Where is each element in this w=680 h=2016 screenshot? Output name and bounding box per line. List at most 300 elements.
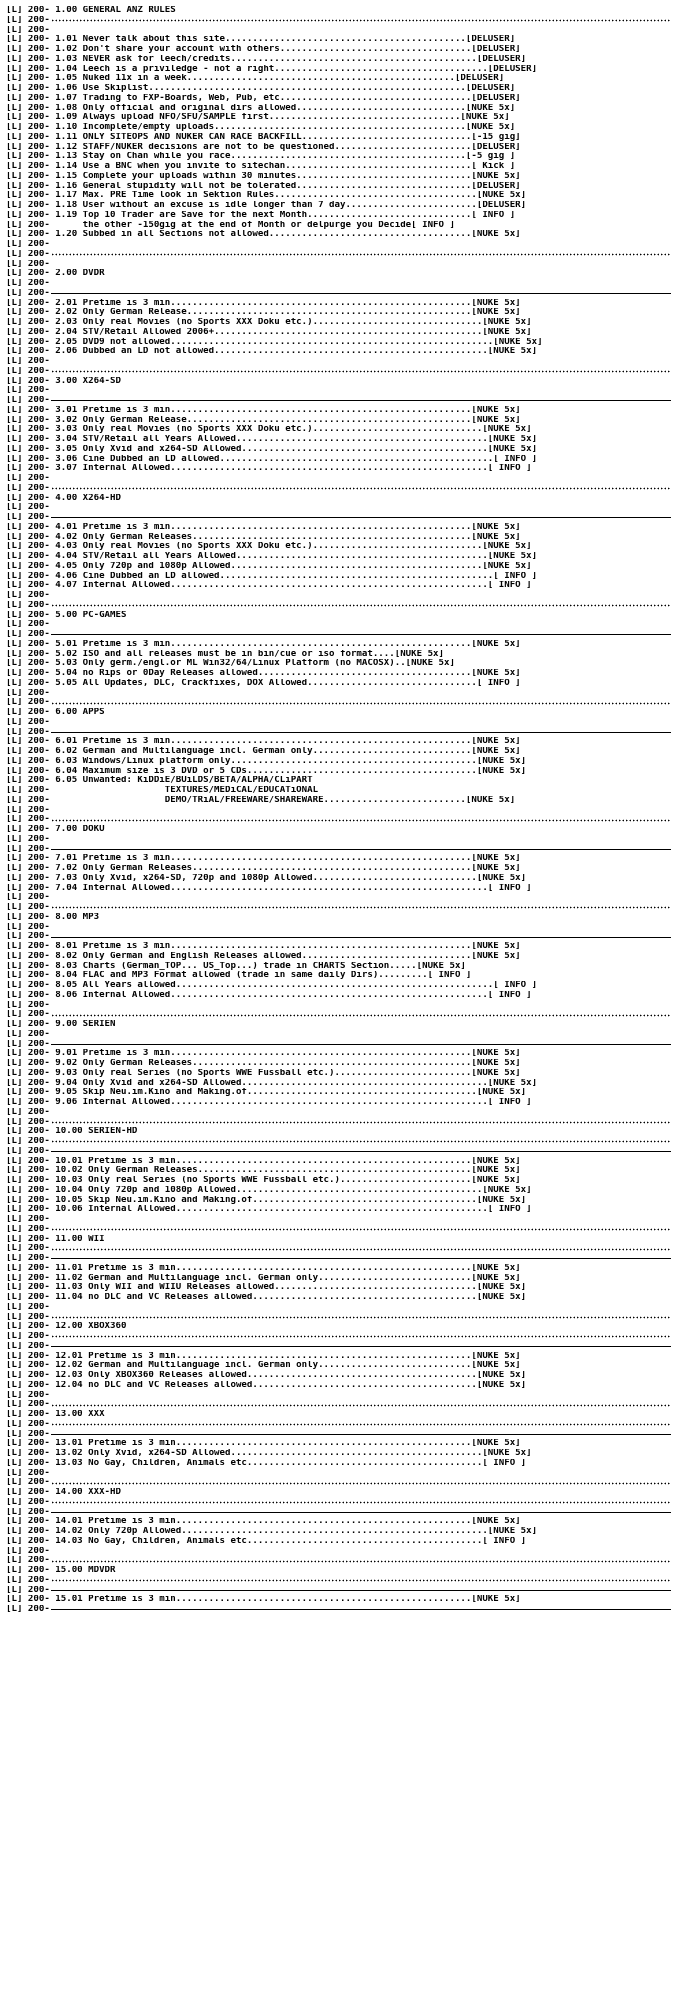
line-text: 8.02 Only German and English Releases allowed...............................[NUKE 5x]: [49, 951, 521, 961]
line-prefix: [L] 200-: [6, 396, 50, 405]
line-prefix: [L] 200-: [6, 240, 50, 249]
log-line: [6, 1274, 676, 1284]
log-line: [6, 1439, 676, 1449]
line-text: the other -150gig at the end of Month or delpurge you Decide[ INFO ]: [49, 220, 455, 230]
line-prefix: [L] 200-: [6, 659, 50, 669]
separator-log-line: [6, 1147, 676, 1157]
line-prefix: [L] 200-: [6, 259, 50, 269]
log-line: [6, 347, 676, 357]
line-prefix: [L] 200-: [6, 1137, 50, 1146]
blank-log-line: [6, 1001, 676, 1011]
blank-log-line: [6, 1469, 676, 1479]
line-prefix: [L] 200-: [6, 181, 50, 191]
line-prefix: [L] 200-: [6, 1605, 50, 1614]
log-line: [6, 269, 676, 279]
line-prefix: [L] 200-: [6, 1068, 50, 1078]
log-line: [6, 1293, 676, 1303]
line-prefix: [L] 200-: [6, 84, 50, 93]
line-text: 10.03 Only real Series (no Sports WWE Fussball etc.)........................[NUKE 5x]: [49, 1176, 521, 1185]
line-prefix: [L] 200-: [6, 201, 50, 210]
line-prefix: [L] 200-: [6, 444, 50, 454]
blank-log-line: [6, 26, 676, 36]
line-prefix: [L] 200-: [6, 854, 50, 864]
line-prefix: [L] 200-: [6, 1039, 50, 1049]
log-line: [6, 884, 676, 894]
separator-log-line: [6, 1605, 676, 1615]
line-prefix: [L] 200-: [6, 6, 50, 15]
line-text: 15.01 Pretime is 3 min......................................................[NUKE 5x]: [49, 1595, 521, 1605]
line-text: 2.06 Dubbed an LD not allowed..................................................[NUKE 5x]: [49, 347, 538, 357]
line-prefix: [L] 200-: [6, 1000, 50, 1010]
line-prefix: [L] 200-: [6, 54, 50, 64]
line-prefix: [L] 200-: [6, 1224, 50, 1234]
log-line: [6, 971, 676, 981]
log-line: [6, 659, 676, 669]
blank-log-line: [6, 620, 676, 630]
line-text: 1.08 Only official and original dirs allowed...............................[NUKE 5x]: [49, 103, 516, 113]
log-line: [6, 1410, 676, 1420]
log-line: [6, 1088, 676, 1098]
separator-log-line: [6, 1313, 676, 1323]
line-prefix: [L] 200-: [6, 1517, 50, 1527]
line-prefix: [L] 200-: [6, 971, 50, 981]
line-prefix: [L] 200-: [6, 1351, 50, 1361]
line-text: 3.01 Pretime is 3 min.......................................................[NUKE 5x]: [49, 405, 521, 415]
horizontal-rule: [51, 1346, 671, 1347]
line-text: 1.12 STAFF/NUKER decisions are not to be questioned.........................[DELUSER]: [49, 142, 521, 152]
line-prefix: [L] 200-: [6, 1371, 50, 1380]
line-prefix: [L] 200-: [6, 1049, 50, 1059]
blank-log-line: [6, 718, 676, 728]
log-line: [6, 182, 676, 192]
line-text: 11.02 German and Multilanguage incl. German only............................[NUKE 5x]: [49, 1273, 521, 1283]
line-prefix: [L] 200-: [6, 581, 50, 591]
separator-log-line: [6, 289, 676, 299]
line-text: 14.01 Pretime is 3 min......................................................[NUKE 5x]: [49, 1517, 521, 1527]
log-line: [6, 542, 676, 552]
line-prefix: [L] 200-: [6, 532, 50, 542]
line-prefix: [L] 200-: [6, 883, 50, 893]
line-text: 1.11 ONLY SITEOPS AND NUKER CAN RACE BACKFILL...............................[-15 gig]: [49, 132, 521, 142]
line-prefix: [L] 200-: [6, 756, 50, 766]
line-prefix: [L] 200-: [6, 1215, 50, 1224]
line-text: 2.03 Only real Movies (no Sports XXX Doku etc.)...............................[NUKE 5x]: [49, 318, 532, 327]
log-line: [6, 201, 676, 211]
separator-log-line: [6, 932, 676, 942]
log-line: [6, 377, 676, 387]
line-text: 4.03 Only real Movies (no Sports XXX Doku etc.)...............................[NUKE 5x]: [49, 542, 532, 552]
line-prefix: [L] 200-: [6, 103, 50, 113]
log-line: [6, 767, 676, 777]
dotted-separator: [51, 702, 671, 705]
line-prefix: [L] 200-: [6, 1185, 50, 1195]
line-prefix: [L] 200-: [6, 1439, 50, 1449]
line-text: 11.00 WII: [49, 1234, 105, 1244]
line-prefix: [L] 200-: [6, 717, 50, 727]
line-text: 9.04 Only Xvid and x264-SD Allowed.............................................[NUKE 5x]: [49, 1078, 538, 1088]
line-text: 13.02 Only Xvid, x264-SD Allowed..............................................[NUKE 5x]: [49, 1449, 532, 1458]
separator-log-line: [6, 1430, 676, 1440]
log-line: [6, 952, 676, 962]
line-prefix: [L] 200-: [6, 171, 50, 181]
line-text: 1.10 Incomplete/empty uploads..............................................[NUKE 5x]: [49, 123, 516, 132]
line-prefix: [L] 200-: [6, 815, 50, 825]
horizontal-rule: [51, 1512, 671, 1513]
separator-log-line: [6, 630, 676, 640]
log-line: [6, 1381, 676, 1391]
log-line: [6, 211, 676, 221]
line-text: 6.01 Pretime is 3 min.......................................................[NUKE 5x]: [49, 737, 521, 747]
line-prefix: [L] 200-: [6, 639, 50, 649]
line-prefix: [L] 200-: [6, 571, 50, 581]
line-prefix: [L] 200-: [6, 503, 50, 513]
dotted-separator: [51, 1501, 671, 1504]
line-prefix: [L] 200-: [6, 152, 50, 162]
log-line: [6, 221, 676, 231]
log-line: [6, 1371, 676, 1381]
separator-log-line: [6, 1586, 676, 1596]
line-prefix: [L] 200-: [6, 298, 50, 308]
line-text: 1.06 Use Skiplist..........................................................[DELUSER]: [49, 84, 516, 93]
line-prefix: [L] 200-: [6, 776, 50, 786]
separator-log-line: [6, 845, 676, 855]
line-text: 5.01 Pretime is 3 min.......................................................[NUKE 5x]: [49, 639, 521, 649]
blank-log-line: [6, 240, 676, 250]
separator-log-line: [6, 1556, 676, 1566]
log-line: [6, 523, 676, 533]
line-prefix: [L] 200-: [6, 649, 50, 659]
log-line: [6, 796, 676, 806]
line-prefix: [L] 200-: [6, 1127, 50, 1137]
blank-log-line: [6, 1215, 676, 1225]
log-line: [6, 445, 676, 455]
log-line: [6, 1322, 676, 1332]
separator-log-line: [6, 698, 676, 708]
log-line: [6, 1361, 676, 1371]
log-line: [6, 416, 676, 426]
line-prefix: [L] 200-: [6, 805, 50, 815]
log-line: [6, 84, 676, 94]
separator-log-line: [6, 16, 676, 26]
line-prefix: [L] 200-: [6, 1429, 50, 1439]
log-line: [6, 650, 676, 660]
line-prefix: [L] 200-: [6, 1283, 50, 1293]
blank-log-line: [6, 357, 676, 367]
line-prefix: [L] 200-: [6, 737, 50, 747]
horizontal-rule: [51, 732, 671, 733]
line-prefix: [L] 200-: [6, 366, 50, 376]
line-prefix: [L] 200-: [6, 1575, 50, 1585]
line-text: 5.00 PC-GAMES: [49, 610, 127, 620]
log-line: [6, 737, 676, 747]
line-prefix: [L] 200-: [6, 1156, 50, 1166]
line-prefix: [L] 200-: [6, 912, 50, 922]
line-prefix: [L] 200-: [6, 425, 50, 435]
horizontal-rule: [51, 293, 671, 294]
line-prefix: [L] 200-: [6, 1595, 50, 1605]
line-text: 12.00 XBOX360: [49, 1322, 127, 1332]
line-text: 5.02 ISO and all releases must be in bin/cue or iso format....[NUKE 5x]: [49, 649, 445, 659]
line-prefix: [L] 200-: [6, 162, 50, 171]
horizontal-rule: [51, 634, 671, 635]
log-line: [6, 299, 676, 309]
separator-log-line: [6, 513, 676, 523]
line-prefix: [L] 200-: [6, 873, 50, 883]
horizontal-rule: [51, 1258, 671, 1259]
blank-log-line: [6, 923, 676, 933]
line-text: 6.05 Unwanted: KiDDiE/BUiLDS/BETA/ALPHA/CLiPART: [49, 776, 313, 786]
dotted-separator: [51, 906, 671, 909]
line-prefix: [L] 200-: [6, 1293, 50, 1302]
line-text: 8.03 Charts (German_TOP... US_Top...) trade in CHARTS Section.....[NUKE 5x]: [49, 961, 466, 971]
line-prefix: [L] 200-: [6, 1341, 50, 1351]
horizontal-rule: [51, 517, 671, 518]
log-line: [6, 1352, 676, 1362]
line-prefix: [L] 200-: [6, 1400, 50, 1410]
line-text: 1.13 Stay on Chan while you race...........................................[-5 gig ]: [49, 152, 516, 162]
line-prefix: [L] 200-: [6, 220, 50, 230]
line-text: 14.00 XXX-HD: [49, 1488, 121, 1497]
horizontal-rule: [51, 1609, 671, 1610]
line-text: 6.03 Windows/Linux platform only.............................................[NUKE 5x]: [49, 756, 527, 766]
line-prefix: [L] 200-: [6, 405, 50, 415]
horizontal-rule: [51, 1590, 671, 1591]
line-prefix: [L] 200-: [6, 727, 50, 737]
line-prefix: [L] 200-: [6, 45, 50, 54]
line-text: 10.00 SERIEN-HD: [49, 1127, 138, 1137]
log-line: [6, 679, 676, 689]
log-line: [6, 464, 676, 474]
line-text: 1.05 Nuked 11x in a week.................................................[DELUSER]: [49, 74, 505, 84]
line-prefix: [L] 200-: [6, 864, 50, 873]
line-text: 5.04 no Rips or 0Day Releases allowed.......................................[NUKE 5x]: [49, 669, 521, 678]
dotted-separator: [51, 1482, 671, 1485]
line-text: 1.04 Leech is a priviledge - not a right.......................................[DELUSER]: [49, 64, 538, 74]
log-line: [6, 942, 676, 952]
line-text: 3.00 X264-SD: [49, 376, 121, 386]
separator-log-line: [6, 1478, 676, 1488]
line-prefix: [L] 200-: [6, 786, 50, 795]
line-prefix: [L] 200-: [6, 1146, 50, 1156]
line-prefix: [L] 200-: [6, 961, 50, 971]
separator-log-line: [6, 815, 676, 825]
line-prefix: [L] 200-: [6, 93, 50, 103]
dotted-separator: [51, 253, 671, 256]
log-line: [6, 1459, 676, 1469]
line-prefix: [L] 200-: [6, 1107, 50, 1117]
line-text: 8.05 All Years allowed..........................................................[ INFO ]: [49, 981, 538, 990]
line-prefix: [L] 200-: [6, 1078, 50, 1088]
separator-log-line: [6, 1040, 676, 1050]
dotted-separator: [51, 1228, 671, 1231]
line-text: 2.00 DVDR: [49, 269, 105, 279]
dotted-separator: [51, 1579, 671, 1582]
line-text: 9.05 Skip Neu.im.Kino and Making.of..........................................[NUKE 5x]: [49, 1088, 527, 1098]
separator-log-line: [6, 250, 676, 260]
log-line: [6, 55, 676, 65]
dotted-separator: [51, 819, 671, 822]
log-line: [6, 1098, 676, 1108]
line-prefix: [L] 200-: [6, 522, 50, 532]
line-prefix: [L] 200-: [6, 113, 50, 123]
log-line: [6, 776, 676, 786]
log-line: [6, 786, 676, 796]
line-prefix: [L] 200-: [6, 1254, 50, 1263]
line-text: 6.02 German and Multilanguage incl. German only.............................[NUKE 5x]: [49, 747, 521, 756]
line-text: 3.07 Internal Allowed..........................................................[ INFO ]: [49, 464, 532, 474]
log-line: [6, 1517, 676, 1527]
line-prefix: [L] 200-: [6, 1458, 50, 1468]
line-prefix: [L] 200-: [6, 630, 50, 639]
dotted-separator: [51, 1404, 671, 1407]
line-prefix: [L] 200-: [6, 249, 50, 259]
line-text: 1.19 Top 10 Trader are Save for the next Month..............................[ INFO ]: [49, 210, 516, 220]
log-line: [6, 1205, 676, 1215]
dotted-separator: [51, 1560, 671, 1563]
blank-log-line: [6, 893, 676, 903]
line-text: 2.04 STV/Retail Allowed 2006+.................................................[NUKE 5x]: [49, 327, 532, 337]
horizontal-rule: [51, 937, 671, 938]
line-prefix: [L] 200-: [6, 123, 50, 132]
line-prefix: [L] 200-: [6, 415, 50, 425]
line-text: 10.05 Skip Neu.im.Kino and Making.of.........................................[NUKE 5x]: [49, 1195, 527, 1205]
line-text: 6.04 Maximum size is 3 DVD or 5 CDs..........................................[NUKE 5x]: [49, 766, 527, 776]
blank-log-line: [6, 1547, 676, 1557]
line-text: 1.00 GENERAL ANZ RULES: [49, 6, 176, 15]
line-text: 8.01 Pretime is 3 min.......................................................[NUKE 5x]: [49, 942, 521, 951]
line-text: 9.03 Only real Series (no Sports WWE Fussball etc.).........................[NUKE 5x]: [49, 1068, 521, 1078]
separator-log-line: [6, 484, 676, 494]
line-text: 8.06 Internal Allowed..........................................................[ INFO ]: [49, 990, 532, 1000]
separator-log-line: [6, 1576, 676, 1586]
line-prefix: [L] 200-: [6, 435, 50, 444]
line-prefix: [L] 200-: [6, 795, 50, 805]
line-prefix: [L] 200-: [6, 561, 50, 571]
log-line: [6, 1186, 676, 1196]
line-prefix: [L] 200-: [6, 493, 50, 503]
separator-log-line: [6, 1254, 676, 1264]
log-line: [6, 874, 676, 884]
line-prefix: [L] 200-: [6, 990, 50, 1000]
log-line: [6, 991, 676, 1001]
log-line: [6, 74, 676, 84]
separator-log-line: [6, 1508, 676, 1518]
line-prefix: [L] 200-: [6, 1166, 50, 1176]
line-prefix: [L] 200-: [6, 210, 50, 220]
log-line: [6, 581, 676, 591]
line-text: 10.01 Pretime is 3 min......................................................[NUKE 5x]: [49, 1156, 521, 1166]
log-line: [6, 35, 676, 45]
log-line: [6, 864, 676, 874]
log-line: [6, 962, 676, 972]
line-prefix: [L] 200-: [6, 1497, 50, 1507]
separator-log-line: [6, 1137, 676, 1147]
line-text: 9.02 Only German Releases...................................................[NUKE 5x]: [49, 1059, 521, 1068]
dotted-separator: [51, 1335, 671, 1338]
blank-log-line: [6, 806, 676, 816]
line-prefix: [L] 200-: [6, 698, 50, 708]
log-line: [6, 572, 676, 582]
line-prefix: [L] 200-: [6, 191, 50, 201]
line-text: 1.02 Don't share your account with others...................................[DELUSER]: [49, 45, 521, 54]
line-text: 12.02 German and Multilanguage incl. German only............................[NUKE 5x]: [49, 1361, 521, 1371]
log-line: [6, 1166, 676, 1176]
line-prefix: [L] 200-: [6, 142, 50, 152]
line-prefix: [L] 200-: [6, 269, 50, 279]
log-line: [6, 172, 676, 182]
log-line: [6, 162, 676, 172]
line-prefix: [L] 200-: [6, 386, 50, 396]
line-prefix: [L] 200-: [6, 15, 50, 25]
blank-log-line: [6, 689, 676, 699]
line-text: 1.01 Never talk about this site............................................[DELUSER]: [49, 35, 516, 45]
line-prefix: [L] 200-: [6, 308, 50, 318]
line-text: 6.00 APPS: [49, 708, 105, 717]
line-prefix: [L] 200-: [6, 1332, 50, 1341]
log-line: [6, 406, 676, 416]
line-text: 14.03 No Gay, Children, Animals etc...........................................[ INFO ]: [49, 1536, 527, 1546]
line-prefix: [L] 200-: [6, 454, 50, 464]
line-text: 4.00 X264-HD: [49, 493, 121, 503]
line-text: 8.00 MP3: [49, 912, 100, 922]
line-prefix: [L] 200-: [6, 951, 50, 961]
line-text: 1.03 NEVER ask for leech/credits.............................................[DELUSER]: [49, 54, 527, 64]
log-line: [6, 981, 676, 991]
separator-log-line: [6, 1010, 676, 1020]
line-prefix: [L] 200-: [6, 357, 50, 366]
line-prefix: [L] 200-: [6, 337, 50, 347]
line-text: 4.07 Internal Allowed..........................................................[ INFO ]: [49, 581, 532, 591]
log-line: [6, 308, 676, 318]
blank-log-line: [6, 1108, 676, 1118]
line-prefix: [L] 200-: [6, 1098, 50, 1107]
line-text: 12.03 Only XBOX360 Releases allowed..........................................[NUKE 5x]: [49, 1371, 527, 1380]
line-text: 3.02 Only German Release....................................................[NUKE 5x]: [49, 415, 521, 425]
line-text: 7.03 Only Xvid, x264-SD, 720p and 1080p Allowed..............................[NUKE 5x]: [49, 873, 527, 883]
log-line: [6, 533, 676, 543]
blank-log-line: [6, 591, 676, 601]
line-prefix: [L] 200-: [6, 1010, 50, 1020]
line-text: 3.04 STV/Retail all Years Allowed..............................................[NUKE 5x]: [49, 435, 538, 444]
line-prefix: [L] 200-: [6, 74, 50, 84]
log-line: [6, 552, 676, 562]
log-line: [6, 1196, 676, 1206]
line-prefix: [L] 200-: [6, 669, 50, 678]
line-prefix: [L] 200-: [6, 1117, 50, 1127]
line-prefix: [L] 200-: [6, 1312, 50, 1322]
line-prefix: [L] 200-: [6, 1059, 50, 1068]
line-prefix: [L] 200-: [6, 1302, 50, 1312]
log-line: [6, 1595, 676, 1605]
line-prefix: [L] 200-: [6, 464, 50, 474]
line-prefix: [L] 200-: [6, 1176, 50, 1185]
separator-log-line: [6, 601, 676, 611]
line-prefix: [L] 200-: [6, 1029, 50, 1039]
dotted-separator: [51, 1316, 671, 1319]
line-prefix: [L] 200-: [6, 1468, 50, 1478]
line-text: 4.05 Only 720p and 1080p Allowed..............................................[NUKE 5x]: [49, 561, 532, 571]
log-line: [6, 854, 676, 864]
line-text: 2.05 DVD9 not allowed...........................................................[NUKE 5x]: [49, 337, 543, 347]
log-line: [6, 1264, 676, 1274]
blank-log-line: [6, 1303, 676, 1313]
line-prefix: [L] 200-: [6, 474, 50, 483]
line-text: 1.14 Use a BNC when you invite to sitechan..................................[ Kick ]: [49, 162, 516, 171]
line-text: DEMO/TRiAL/FREEWARE/SHAREWARE..........................[NUKE 5x]: [49, 795, 516, 805]
line-prefix: [L] 200-: [6, 1488, 50, 1497]
blank-log-line: [6, 1030, 676, 1040]
line-text: 13.03 No Gay, Children, Animals etc...........................................[ INFO ]: [49, 1458, 527, 1468]
